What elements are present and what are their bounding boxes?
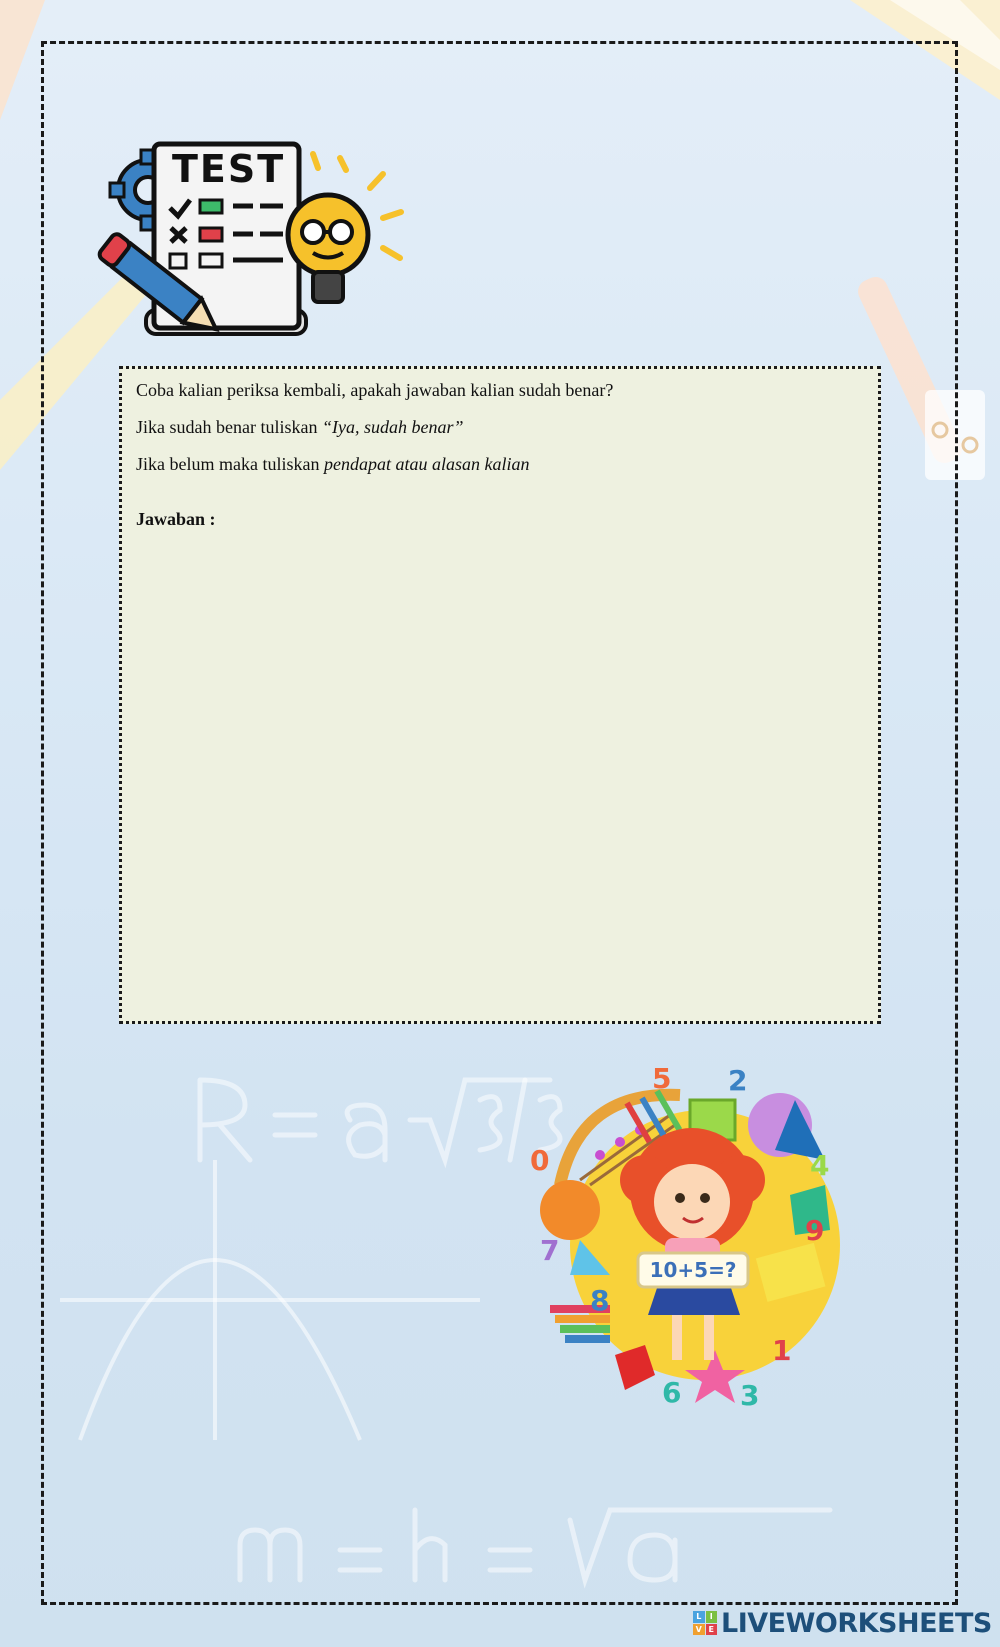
svg-text:2: 2 [728, 1064, 748, 1097]
svg-text:TEST: TEST [172, 147, 286, 191]
svg-text:4: 4 [810, 1149, 830, 1182]
svg-text:8: 8 [590, 1284, 610, 1317]
test-illustration [108, 140, 413, 340]
svg-text:3: 3 [740, 1379, 760, 1412]
svg-text:9: 9 [805, 1214, 825, 1247]
liveworksheets-logo-icon: L I V E [693, 1611, 717, 1635]
svg-text:0: 0 [530, 1144, 550, 1177]
lightbulb-icon [288, 154, 401, 302]
svg-text:5: 5 [652, 1062, 672, 1095]
instruction-line-2: Jika sudah benar tuliskan “Iya, sudah benar” [136, 417, 464, 437]
liveworksheets-watermark [693, 1606, 992, 1640]
answer-box [119, 366, 881, 1024]
answer-area[interactable] [136, 559, 864, 1007]
svg-text:7: 7 [540, 1234, 560, 1267]
svg-text:6: 6 [662, 1376, 682, 1409]
kid-math-illustration [530, 1062, 870, 1420]
instruction-line-1: Coba kalian periksa kembali, apakah jawaban kalian sudah benar? [136, 380, 614, 400]
liveworksheets-text: LIVEWORKSHEETS [721, 1607, 992, 1639]
answer-label: Jawaban : [136, 509, 216, 529]
svg-text:10+5=?: 10+5=? [649, 1258, 737, 1282]
instruction-line-3: Jika belum maka tuliskan pendapat atau alasan kalian [136, 454, 530, 474]
svg-text:1: 1 [772, 1334, 792, 1367]
